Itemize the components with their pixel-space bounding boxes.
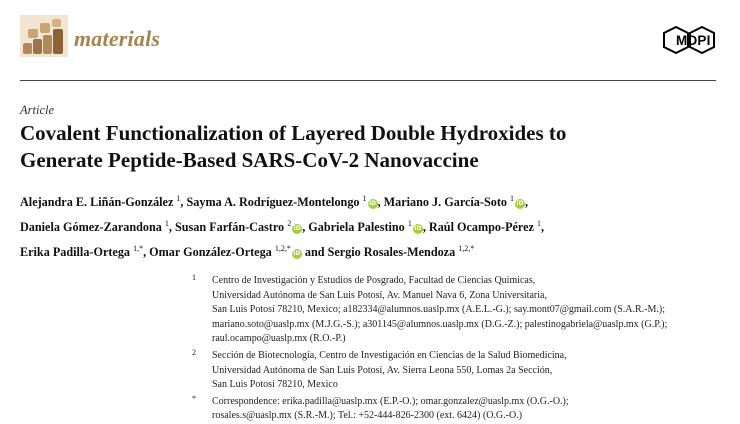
affiliation-line: mariano.soto@uaslp.mx (M.J.G.-S.); a301145@alumnos.uaslp.mx (D.G.-Z.); palestinogabriela@uaslp.mx (G.P.);: [212, 318, 668, 330]
author-affiliation-mark: 1: [407, 219, 412, 228]
article-title: [20, 120, 720, 174]
orcid-icon[interactable]: iD: [414, 225, 422, 232]
author-list: [20, 188, 720, 263]
author-name[interactable]: Omar González-Ortega: [149, 245, 272, 259]
author-affiliation-mark: 1: [510, 194, 515, 203]
affiliation-line: San Luis Potosí 78210, Mexico: [212, 379, 338, 391]
orcid-icon[interactable]: iD: [369, 200, 377, 207]
author-name[interactable]: Sergio Rosales-Mendoza: [327, 245, 456, 259]
author-name[interactable]: Erika Padilla-Ortega: [20, 245, 131, 259]
affiliation-line: raul.ocampo@uaslp.mx (R.O.-P.): [212, 333, 346, 345]
title-line: Generate Peptide-Based SARS-CoV-2 Nanovaccine: [20, 148, 479, 172]
affiliation-line: Universidad Autónoma de San Luis Potosí, Av. Manuel Nava 6, Zona Universitaria,: [212, 289, 547, 301]
affiliation-line: Centro de Investigación y Estudios de Posgrado, Facultad de Ciencias Químicas,: [212, 275, 536, 286]
author-affiliation-mark: 2: [287, 219, 292, 228]
correspondence-mark: *: [192, 393, 196, 403]
author-affiliation-mark: 1: [537, 219, 541, 228]
title-line: Covalent Functionalization of Layered Double Hydroxides to: [20, 121, 567, 145]
correspondence-line: rosales.s@uaslp.mx (S.R.-M.); Tel.: +52-444-826-2300 (ext. 6424) (O.G.-O.): [212, 410, 523, 422]
correspondence-line: Correspondence: erika.padilla@uaslp.mx (E.P.-O.); omar.gonzalez@uaslp.mx (O.G.-O.);: [212, 395, 569, 407]
article-type: Article: [20, 103, 55, 117]
affiliation-line: San Luis Potosí 78210, Mexico; a182334@alumnos.uaslp.mx (A.E.L.-G.); say.mont07@gmail.com (S.A.R.-M.);: [212, 304, 666, 316]
publisher-name: MDPI: [676, 33, 711, 48]
author-line: Alejandra E. Liñán-González $^1$, Sayma A. Rodríguez-Montelongo $^1$iD, Mariano J. García-Soto $^1$iD,: [20, 194, 529, 209]
author-affiliation-mark: 1,*: [133, 244, 144, 253]
author-affiliation-mark: 1,2,*: [458, 244, 475, 253]
journal-name: materials: [74, 26, 161, 51]
affiliation-item: [190, 274, 730, 347]
affiliation-mark: 2: [192, 347, 196, 357]
author-affiliation-mark: 1,2,*: [274, 244, 291, 253]
correspondence-item: [190, 395, 730, 424]
header-divider: [20, 80, 716, 81]
materials-logo-icon: [20, 15, 68, 57]
author-name[interactable]: Susan Farfán-Castro: [175, 220, 285, 234]
author-line: Daniela Gómez-Zarandona $^1$, Susan Farfán-Castro $^2$iD, Gabriela Palestino $^1$iD, Raúl Ocampo-Pérez $^1$,: [20, 219, 545, 234]
affiliation-mark: 1: [192, 273, 196, 282]
orcid-icon[interactable]: iD: [293, 225, 301, 232]
orcid-icon[interactable]: iD: [516, 200, 524, 207]
affiliations-block: [190, 274, 730, 424]
author-name[interactable]: Mariano J. García-Soto: [383, 195, 507, 209]
author-name[interactable]: Sayma A. Rodríguez-Montelongo: [186, 195, 360, 209]
author-name[interactable]: Alejandra E. Liñán-González: [20, 195, 174, 209]
author-affiliation-mark: 1: [164, 219, 169, 228]
author-name[interactable]: Gabriela Palestino: [308, 220, 405, 234]
author-name[interactable]: Daniela Gómez-Zarandona: [20, 220, 162, 234]
author-affiliation-mark: 1: [362, 194, 367, 203]
affiliation-line: Universidad Autónoma de San Luis Potosí, Av. Sierra Leona 550, Lomas 2a Sección,: [212, 364, 553, 376]
author-line: Erika Padilla-Ortega $^{1,*}$, Omar González-Ortega $^{1,2,*}$iD and Sergio Rosales-Mendoza $^{1,2,*}$: [20, 244, 475, 259]
orcid-icon[interactable]: iD: [293, 250, 301, 257]
affiliation-item: [190, 349, 730, 393]
author-affiliation-mark: 1: [176, 194, 181, 203]
affiliation-line: Sección de Biotecnología, Centro de Investigación en Ciencias de la Salud Biomedicina,: [212, 349, 567, 361]
author-name[interactable]: Raúl Ocampo-Pérez: [428, 220, 534, 234]
